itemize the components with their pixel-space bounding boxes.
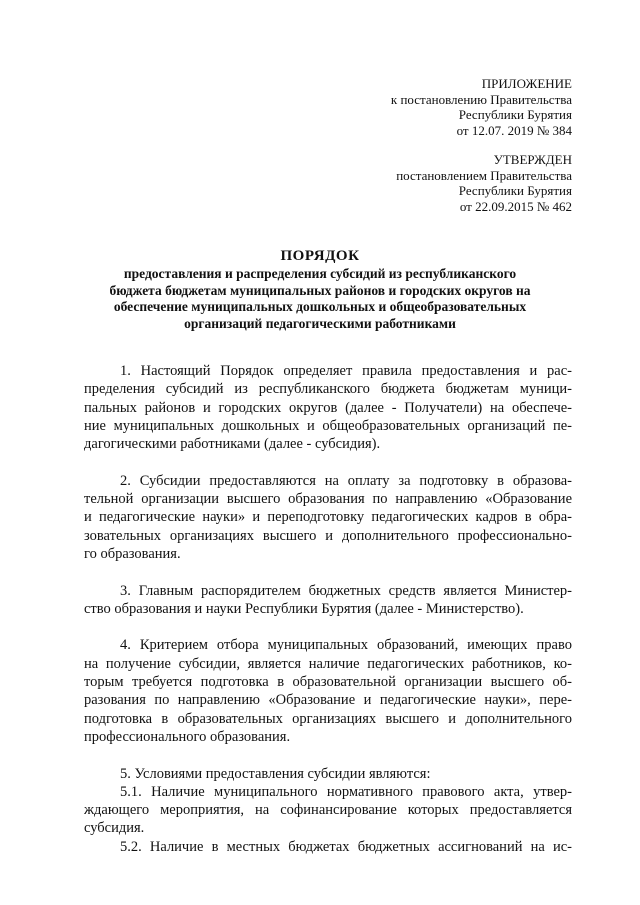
appendix-label: ПРИЛОЖЕНИЕ: [481, 76, 572, 91]
title-main: ПОРЯДОК: [280, 248, 360, 264]
paragraph-4: [84, 636, 572, 746]
paragraph-line: зовательных организациях высшего и дополнительного профессионально-: [84, 527, 572, 544]
title-subtitle-line: бюджета бюджетам муниципальных районов и городских округов на: [109, 282, 531, 298]
paragraph-line: дагогическими работниками (далее - субсидия).: [84, 436, 381, 453]
paragraph-line: 5.2. Наличие в местных бюджетах бюджетных ассигнований на ис-: [120, 838, 572, 855]
paragraph-line: пальных районов и городских округов (далее - Получатели) на обеспече-: [84, 399, 572, 416]
appendix-date-number: от 12.07. 2019 № 384: [456, 122, 572, 138]
document-body: [84, 362, 572, 856]
paragraph-line: пределения субсидий из республиканского бюджета бюджетам муници-: [84, 381, 572, 398]
paragraph-line: 3. Главным распорядителем бюджетных средств является Министер-: [120, 582, 572, 599]
title-subtitle-line: предоставления и распределения субсидий из республиканского: [123, 266, 517, 281]
paragraph-2: [84, 472, 572, 563]
approved-republic: Республики Бурятия: [458, 183, 572, 198]
paragraph-line: тельной организации высшего образования по направлению «Образование: [84, 491, 572, 508]
document-title: [60, 246, 580, 332]
paragraph-3: [84, 582, 572, 619]
title-subtitle-line: организаций педагогическими работниками: [184, 315, 456, 331]
paragraph-5: [84, 765, 572, 856]
approved-resolution-ref: постановлением Правительства: [396, 167, 572, 183]
approved-date-number: от 22.09.2015 № 462: [459, 198, 572, 214]
paragraph-line: подготовка в образовательных организациях высшего и дополнительного: [84, 710, 572, 727]
paragraph-line: 2. Субсидии предоставляются на оплату за подготовку в образова-: [120, 472, 572, 489]
paragraph-line: профессионального образования.: [84, 728, 291, 745]
paragraph-line: 5. Условиями предоставления субсидии являются:: [120, 765, 431, 782]
paragraph-line: 4. Критерием отбора муниципальных образований, имеющих право: [120, 637, 572, 654]
paragraph-line: ждающего мероприятия, на софинансирование которых предоставляется: [84, 802, 572, 819]
appendix-republic: Республики Бурятия: [458, 107, 572, 122]
paragraph-line: ство образования и науки Республики Бурятия (далее - Министерство).: [84, 600, 524, 617]
paragraph-line: субсидия.: [84, 820, 145, 837]
paragraph-line: на получение субсидии, является наличие педагогических работников, ко-: [84, 655, 572, 672]
appendix-header: [391, 76, 572, 138]
paragraph-line: 5.1. Наличие муниципального нормативного правового акта, утвер-: [120, 783, 572, 800]
title-subtitle: [60, 266, 580, 332]
paragraph-line: торым требуется подготовка в образовательной организации высшего об-: [84, 674, 572, 691]
appendix-resolution-ref: к постановлению Правительства: [390, 91, 572, 107]
paragraph-1: [84, 362, 572, 453]
paragraph-line: и педагогические науки» и переподготовку педагогических кадров в обра-: [84, 509, 572, 526]
paragraph-line: 1. Настоящий Порядок определяет правила предоставления и рас-: [120, 363, 572, 379]
paragraph-line: ние муниципальных дошкольных и общеобразовательных организаций пе-: [84, 417, 572, 434]
paragraph-line: разования по направлению «Образование и педагогические науки», пере-: [84, 692, 572, 709]
paragraph-line: го образования.: [84, 545, 181, 562]
approved-header: [396, 152, 572, 214]
title-subtitle-line: обеспечение муниципальных дошкольных и общеобразовательных: [113, 299, 527, 314]
approved-label: УТВЕРЖДЕН: [493, 152, 572, 167]
